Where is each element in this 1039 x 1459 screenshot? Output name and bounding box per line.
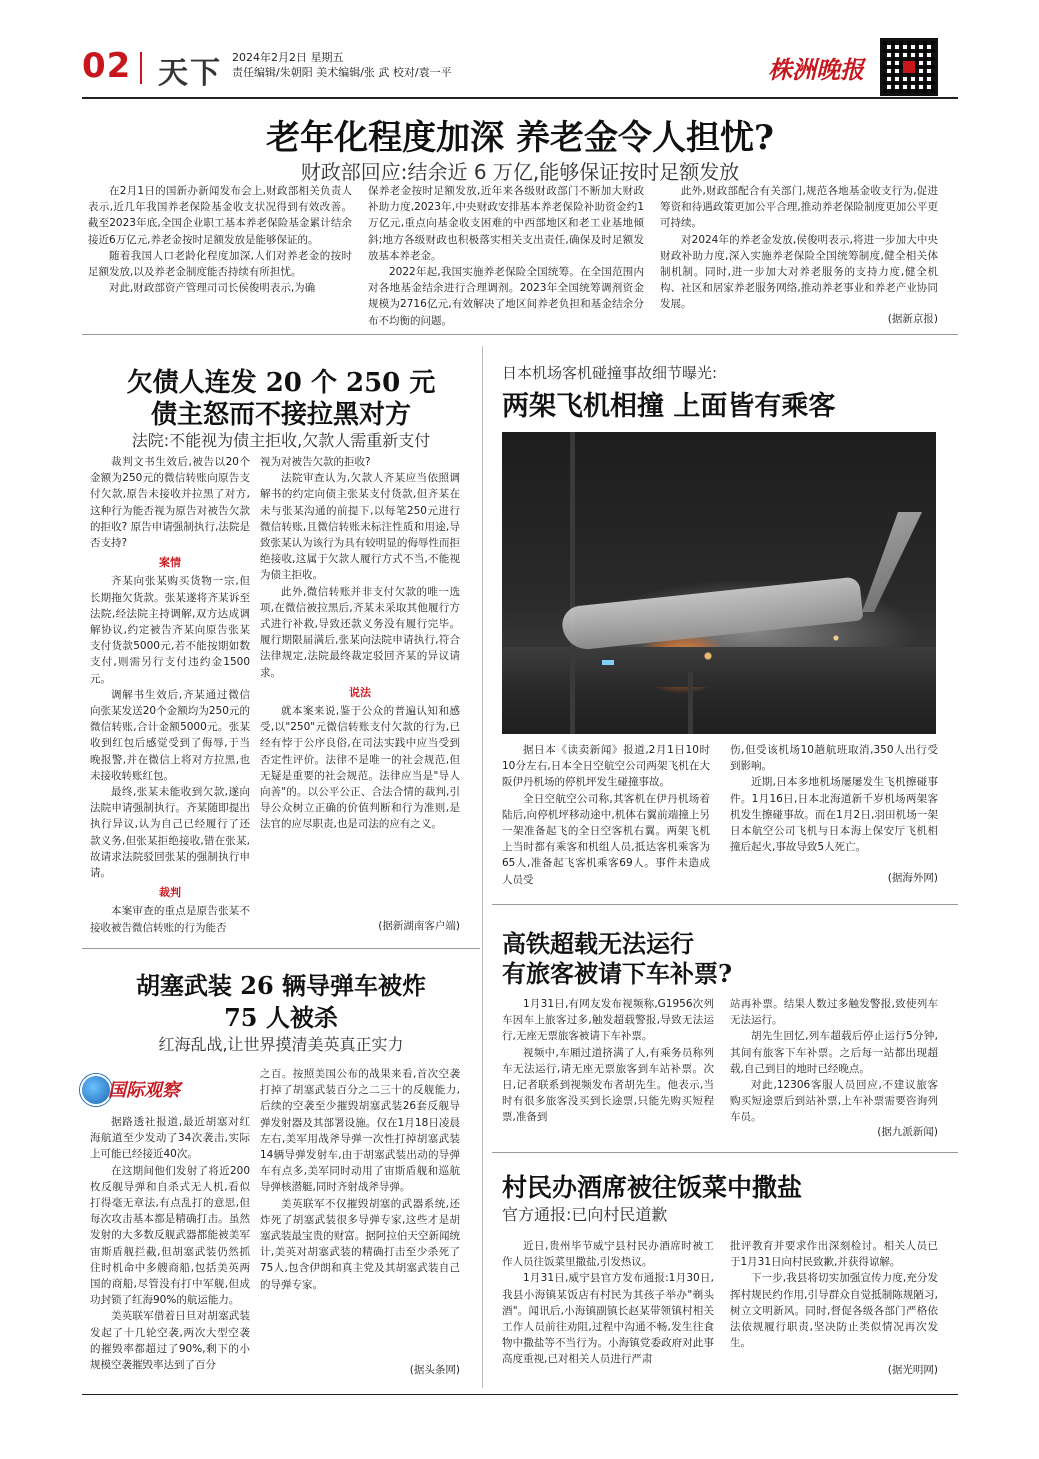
paragraph: 美英联军借着日旦对胡塞武装发起了十几轮空袭,两次大型空袭的摧毁率都超过了90%,剩下的小规模空袭摧毁率达到了百分: [90, 1310, 250, 1372]
paragraph: 胡先生回忆,列车超载后停止运行5分钟,其间有旅客下车补票。之后每一站都出现超载,自己到目的地时已经晚点。: [730, 1030, 938, 1075]
paragraph: 全日空航空公司称,其客机在伊丹机场着陆后,向停机坪移动途中,机体右翼前端撞上另一架准备起飞的全日空客机右翼。两架飞机上当时都有乘客和机组人员,抵达客机乘客为65人,准备起飞客机乘客69人。事件未造成人员受: [502, 792, 710, 886]
section-tag-case: 案情: [159, 556, 181, 570]
newspaper-logo: 株洲晚报: [768, 54, 864, 84]
plane-col-2: [730, 742, 938, 855]
editor-credits: 责任编辑/朱朝阳 美术编辑/张 武 校对/袁一平: [232, 66, 452, 79]
paragraph: 批评教育并要求作出深刻检讨。相关人员已于1月31日向村民致歉,并获得谅解。: [730, 1240, 938, 1269]
village-col-2: [730, 1238, 938, 1351]
paragraph: 本案审查的重点是原告张某不接收被告微信转账的行为能否: [90, 905, 250, 934]
column-badge: [80, 1070, 210, 1110]
paragraph: 在2月1日的国新办新闻发布会上,财政部相关负责人表示,近几年我国养老保险基金收支状况得到有效改善。截至2023年底,全国企业职工基本养老保险基金累计结余接近6万亿元,养老金按时足额发放是能够保证的。: [88, 185, 352, 246]
houthi-headline-2: 75 人被杀: [224, 1003, 338, 1032]
debt-col-2: [260, 454, 460, 833]
paragraph: 美英联军不仅摧毁胡塞的武器系统,还炸死了胡塞武装很多导弹专家,这些才是胡塞武装最宝贵的财富。据阿拉伯天空新闻统计,美英对胡塞武装的精确打击至少杀死了75人,包含伊朗和真主党及其胡塞武装自己的导弹专家。: [260, 1197, 460, 1291]
debt-col-1: [90, 454, 250, 936]
header-rule: [82, 97, 958, 99]
section-tag-law: 说法: [349, 685, 371, 699]
village-subhead: 官方通报:已向村民道歉: [502, 1205, 668, 1224]
plane-source: (据海外网): [887, 872, 938, 884]
paragraph: 对2024年的养老金发放,侯俊明表示,将进一步加大中央财政补助力度,深入实施养老保险全国统筹制度,健全相关体制机制。同时,进一步加大对养老服务的支持力度,健全机构、社区和居家养老服务网络,推动养老事业和养老产业协同发展。: [660, 233, 938, 311]
train-source: (据九派新闻): [877, 1126, 938, 1138]
plane-headline: 两架飞机相撞 上面皆有乘客: [502, 391, 836, 422]
train-headline-2: 有旅客被请下车补票?: [502, 959, 733, 988]
runway-light: [602, 660, 614, 665]
paragraph: 视频中,车厢过道挤满了人,有乘务员称列车无法运行,请无座无票旅客到车站补票。次日,记者联系到视频发布者胡先生。他表示,当时有很多旅客没买到长途票,只能先购买短程票,准备到: [502, 1046, 714, 1124]
header-meta: [232, 50, 452, 80]
paragraph: 视为对被告欠款的拒收?: [260, 456, 371, 468]
paragraph: 法院审查认为,欠款人齐某应当依照调解书的约定向债主张某支付货款,但齐某在未与张某沟通的前提下,以每笔250元进行微信转账,且微信转账未标注性质和用途,导致张某认为该行为具有较明显的侮辱性而拒绝接收,这属于欠款人履行方式不当,不能视为债主拒收。: [260, 472, 460, 582]
aircraft-tail: [862, 512, 922, 612]
houthi-headline-1: 胡塞武装 26 辆导弹车被炸: [135, 971, 427, 1000]
plane-kicker: 日本机场客机碰撞事故细节曝光:: [502, 364, 718, 382]
header-separator: [140, 52, 142, 84]
section-rule: [492, 1152, 958, 1153]
paragraph: 近日,贵州毕节威宁县村民办酒席时被工作人员往饭菜里撒盐,引发热议。: [502, 1240, 714, 1269]
issue-date: 2024年2月2日 星期五: [232, 51, 344, 64]
section-rule: [492, 904, 958, 905]
section-tag-ruling: 裁判: [159, 886, 181, 900]
paragraph: 近期,日本多地机场屡屡发生飞机擦碰事件。1月16日,日本北海道新千岁机场两架客机发生擦碰事故。而在1月2日,羽田机场一架日本航空公司飞机与日本海上保安厅飞机相撞后起火,事故导致5人死亡。: [730, 776, 938, 854]
debt-subhead: 法院:不能视为债主拒收,欠款人需重新支付: [131, 431, 431, 450]
section-rule: [82, 334, 958, 335]
train-headline-1: 高铁超载无法运行: [502, 929, 694, 958]
plane-collision-photo: [502, 432, 936, 734]
paragraph: 此外,财政部配合有关部门,规范各地基金收支行为,促进筹资和待遇政策更加公平合理,推动养老保险制度更加公平更可持续。: [660, 185, 938, 230]
main-headline: 老年化程度加深 养老金令人担忧?: [266, 118, 774, 158]
paragraph: 1月31日,威宁县官方发布通报:1月30日,我县小海镇某饭店有村民为其孩子举办"剃头酒"。闻讯后,小海镇副镇长赵某带领镇村相关工作人员前往劝阻,过程中沟通不畅,发生往食物中撒盐等不当行为。小海镇党委政府对此事高度重视,已对相关人员进行严肃: [502, 1272, 714, 1366]
train-col-2: [730, 996, 938, 1126]
paragraph: 保养老金按时足额发放,近年来各级财政部门不断加大财政补助力度,2023年,中央财政安排基本养老保险补助资金约1万亿元,重点向基金收支困难的中西部地区和老工业基地倾斜;地方各级财政也积极落实相关支出责任,确保及时足额发放基本养老金。: [368, 185, 644, 262]
paragraph: 裁判文书生效后,被告以20个金额为250元的微信转账向原告支付欠款,原告未接收并拉黑了对方,这种行为能否视为原告对被告欠款的拒收? 原告申请强制执行,法院是否支持?: [90, 456, 250, 550]
village-source: (据光明网): [887, 1364, 938, 1376]
main-col-3: [660, 183, 938, 313]
column-badge-label: 国际观察: [108, 1080, 180, 1101]
column-divider: [482, 346, 483, 1388]
houthi-subhead: 红海乱战,让世界摸清美英真正实力: [158, 1035, 404, 1054]
paragraph: 就本案来说,鉴于公众的普遍认知和感受,以"250"元微信转账支付欠款的行为,已经有悖于公序良俗,在司法实践中应当受到否定性评价。法律不是唯一的社会规范,但无疑是重要的社会规范。法律应当是"导人向善"的。以公平公正、合法合情的裁判,引导公众树立正确的价值判断和行为准则,是法官的应尽职责,也是司法的应有之义。: [260, 705, 460, 831]
main-col-1: [88, 183, 352, 296]
paragraph: 随着我国人口老龄化程度加深,人们对养老金的按时足额发放,以及养老金制度能否持续有所担忧。: [88, 249, 352, 279]
debt-headline-2: 债主怒而不接拉黑对方: [150, 400, 411, 430]
page-number: 02: [82, 46, 132, 86]
paragraph: 此外,微信转账并非支付欠款的唯一选项,在微信被拉黑后,齐某未采取其他履行方式进行补救,导致还款义务没有履行完毕。履行期限届满后,张某向法院申请执行,符合法律规定,法院最终裁定驳回齐某的异议请求。: [260, 585, 460, 679]
paragraph: 对此,财政部资产管理司司长侯俊明表示,为确: [109, 282, 316, 295]
train-col-1: [502, 996, 714, 1126]
houthi-col-1: [90, 1114, 250, 1373]
houthi-col-2: [260, 1066, 460, 1293]
paragraph: 在这期间他们发射了将近200枚反舰导弹和自杀式无人机,看似打得毫无章法,有点乱打的意思,但每次攻击基本都是精确打击。虽然发射的大多数反舰武器都能被美军宙斯盾舰拦截,但胡塞武装仍然抓住时机命中多艘商船,包括美英两国的商船,尽管没有打中军舰,但成功封锁了红海90%的航运能力。: [90, 1164, 250, 1307]
paragraph: 站再补票。结果人数过多触发警报,致使列车无法运行。: [730, 998, 938, 1027]
paragraph: 据日本《读卖新闻》报道,2月1日10时10分左右,日本全日空航空公司两架飞机在大阪伊丹机场的停机坪发生碰撞事故。: [502, 744, 710, 789]
paragraph: 之百。按照美国公布的战果来看,首次空袭打掉了胡塞武装百分之二三十的反舰能力,后续的空袭至少摧毁胡塞武装26套反舰导弹发射器及其部署设施。仅在1月18日凌晨左右,美军用战斧导弹一次性打掉胡塞武装14辆导弹发射车,由于胡塞武装出动的导弹车有点多,美军同时动用了宙斯盾舰和巡航导弹核潜艇,同时齐射战斧导弹。: [260, 1068, 460, 1194]
main-source: (据新京报): [887, 313, 938, 325]
paragraph: 最终,张某未能收到欠款,遂向法院申请强制执行。齐某随即提出执行异议,认为自己已经履行了还款义务,但张某拒绝接收,错在张某,故请求法院驳回张某的强制执行申请。: [90, 786, 250, 880]
light-pole: [570, 432, 575, 734]
paragraph: 据路透社报道,最近胡塞对红海航道至少发动了34次袭击,实际上可能已经接近40次。: [90, 1116, 250, 1161]
houthi-source: (据头条网): [409, 1364, 460, 1376]
village-col-1: [502, 1238, 714, 1368]
main-col-2: [368, 183, 644, 329]
main-subhead: 财政部回应:结余近 6 万亿,能够保证按时足额发放: [300, 160, 740, 184]
paragraph: 1月31日,有网友发布视频称,G1956次列车因车上旅客过多,触发超载警报,导致无法运行,无座无票旅客被请下车补票。: [502, 998, 714, 1043]
debt-headline-1: 欠债人连发 20 个 250 元: [126, 368, 436, 398]
village-headline: 村民办酒席被往饭菜中撒盐: [502, 1173, 803, 1202]
paragraph: 2022年起,我国实施养老保险全国统筹。在全国范围内对各地基金结余进行合理调剂。2023年全国统筹调剂资金规模为2716亿元,有效解决了地区间养老负担和基金结余分布不均衡的问题。: [368, 266, 644, 327]
paragraph: 齐某向张某购买货物一宗,但长期拖欠货款。张某遂将齐某诉至法院,经法院主持调解,双方达成调解协议,约定被告齐某向原告张某支付货款5000元,若不能按期如数支付,则需另行支付违约金1500元。: [90, 575, 250, 685]
paragraph: 下一步,我县将切实加强宣传力度,充分发挥村规民约作用,引导群众自觉抵制陈规陋习,树立文明新风。同时,督促各级各部门严格依法依规履行职责,坚决防止类似情况再次发生。: [730, 1272, 938, 1350]
paragraph: 对此,12306客服人员回应,不建议旅客购买短途票后到站补票,上车补票需要咨询列车员。: [730, 1079, 938, 1124]
sparks: [612, 602, 932, 692]
debt-source: (据新湖南客户端): [378, 920, 460, 932]
section-rule: [82, 948, 480, 949]
plane-col-1: [502, 742, 710, 888]
paragraph: 伤,但受该机场10趟航班取消,350人出行受到影响。: [730, 744, 938, 773]
qr-code-icon: [880, 38, 938, 96]
footer-rule: [82, 1394, 958, 1395]
paragraph: 调解书生效后,齐某通过微信向张某发送20个金额均为250元的微信转账,合计金额5000元。张某收到红包后感觉受到了侮辱,于当晚报警,并在微信上将对方拉黑,也未接收转账红包。: [90, 688, 250, 782]
section-name: 天下: [158, 56, 222, 91]
